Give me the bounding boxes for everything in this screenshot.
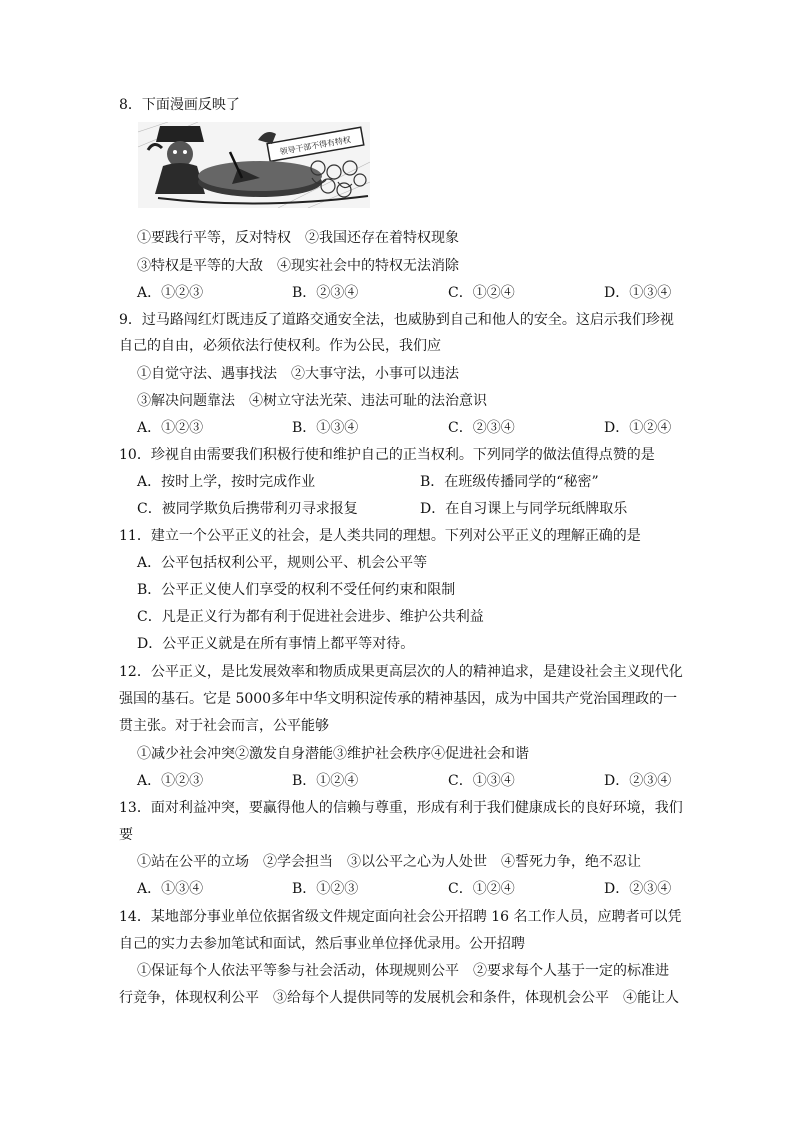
q8-statements-2: ③特权是平等的大敌 ④现实社会中的特权无法消除 — [137, 258, 459, 274]
q8-option-b[interactable]: B．②③④ — [292, 285, 359, 301]
q12-option-c[interactable]: C．①③④ — [448, 773, 515, 789]
q12-stem-1: 12．公平正义，是比发展效率和物质成果更高层次的人的精神追求，是建设社会主义现代化 — [119, 664, 683, 680]
q11-option-c[interactable]: C．凡是正义行为都有利于促进社会进步、维护公共利益 — [137, 609, 484, 625]
q13-stem-1: 13．面对利益冲突，要赢得他人的信赖与尊重，形成有利于我们健康成长的良好环境，我们 — [119, 800, 683, 816]
q11-option-d[interactable]: D．公平正义就是在所有事情上都平等对待。 — [137, 636, 415, 652]
q9-option-d[interactable]: D．①②④ — [604, 420, 672, 436]
q13-stem-2: 要 — [119, 827, 133, 843]
q14-stem-2: 自己的实力去参加笔试和面试，然后事业单位择优录用。公开招聘 — [119, 936, 525, 952]
q12-option-a[interactable]: A．①②③ — [137, 773, 204, 789]
q14-statements-2: 行竞争，体现权利公平 ③给每个人提供同等的发展机会和条件，体现机会公平 ④能让人 — [119, 990, 679, 1006]
q9-statements-2: ③解决问题靠法 ④树立守法光荣、违法可耻的法治意识 — [137, 393, 487, 409]
q10-option-b[interactable]: B．在班级传播同学的“秘密” — [420, 474, 599, 490]
q13-option-c[interactable]: C．①②④ — [448, 881, 515, 897]
q10-option-c[interactable]: C．被同学欺负后携带利刃寻求报复 — [137, 501, 358, 517]
q9-statements-1: ①自觉守法、遇事找法 ②大事守法，小事可以违法 — [137, 366, 459, 382]
q14-statements-1: ①保证每个人依法平等参与社会活动，体现规则公平 ②要求每个人基于一定的标准进 — [137, 963, 669, 979]
q9-stem-1: 9．过马路闯红灯既违反了道路交通安全法，也威胁到自己和他人的安全。这启示我们珍视 — [119, 312, 674, 328]
q11-option-a[interactable]: A．公平包括权利公平，规则公平、机会公平等 — [137, 555, 428, 571]
q8-statements-1: ①要践行平等，反对特权 ②我国还存在着特权现象 — [137, 230, 459, 246]
q12-option-d[interactable]: D．②③④ — [604, 773, 672, 789]
cartoon-image — [138, 122, 370, 208]
q10-stem: 10．珍视自由需要我们积极行使和维护自己的正当权利。下列同学的做法值得点赞的是 — [119, 447, 655, 463]
q14-stem-1: 14．某地部分事业单位依据省级文件规定面向社会公开招聘 16 名工作人员，应聘者可以凭 — [119, 909, 682, 925]
q11-option-b[interactable]: B．公平正义使人们享受的权利不受任何约束和限制 — [137, 582, 456, 598]
q9-option-c[interactable]: C．②③④ — [448, 420, 515, 436]
q13-option-a[interactable]: A．①③④ — [137, 881, 204, 897]
cartoon-caption: 领导干部不得有特权 — [278, 135, 352, 157]
q12-stem-2: 强国的基石。它是 5000多年中华文明积淀传承的精神基因，成为中国共产党治国理政的一 — [119, 691, 678, 707]
q13-statements-1: ①站在公平的立场 ②学会担当 ③以公平之心为人处世 ④誓死力争，绝不忍让 — [137, 854, 641, 870]
q8-option-a[interactable]: A．①②③ — [137, 285, 204, 301]
q9-stem-2: 自己的自由，必须依法行使权利。作为公民，我们应 — [119, 338, 441, 354]
q8-option-d[interactable]: D．①③④ — [604, 285, 672, 301]
q10-option-a[interactable]: A．按时上学，按时完成作业 — [137, 474, 316, 490]
q13-option-b[interactable]: B．①②③ — [292, 881, 359, 897]
q11-stem: 11．建立一个公平正义的社会，是人类共同的理想。下列对公平正义的理解正确的是 — [119, 528, 641, 544]
q12-stem-3: 贯主张。对于社会而言，公平能够 — [119, 718, 329, 734]
q12-option-b[interactable]: B．①②④ — [292, 773, 359, 789]
q9-option-b[interactable]: B．①③④ — [292, 420, 359, 436]
q9-option-a[interactable]: A．①②③ — [137, 420, 204, 436]
q8-option-c[interactable]: C．①②④ — [448, 285, 515, 301]
q13-option-d[interactable]: D．②③④ — [604, 881, 672, 897]
q8-stem: 8．下面漫画反映了 — [119, 97, 240, 113]
q12-statements-1: ①减少社会冲突②激发自身潜能③维护社会秩序④促进社会和谐 — [137, 746, 529, 762]
q10-option-d[interactable]: D．在自习课上与同学玩纸牌取乐 — [420, 501, 628, 517]
